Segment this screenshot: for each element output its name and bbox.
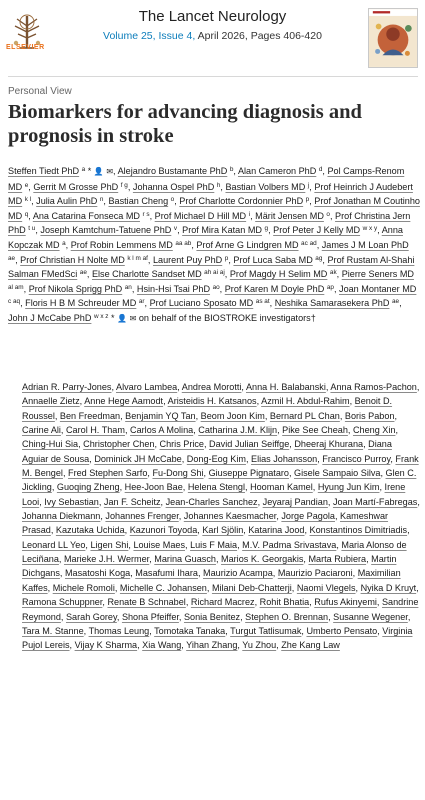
author-item[interactable] bbox=[153, 255, 228, 265]
investigator-name[interactable]: Ivy Sebastian bbox=[44, 496, 99, 507]
person-icon[interactable]: 👤 bbox=[117, 313, 128, 323]
investigator-name[interactable]: Marieke J.H. Wermer bbox=[63, 554, 150, 565]
author-name[interactable]: Julia Aulin PhD bbox=[36, 196, 98, 207]
author-item[interactable] bbox=[196, 240, 316, 250]
author-name[interactable]: Prof Mira Katan MD bbox=[182, 225, 262, 236]
investigator-name[interactable]: Fu-Dong Shi bbox=[152, 468, 204, 479]
corresponding-marker: * bbox=[111, 312, 115, 323]
affiliation-marker[interactable]: r s bbox=[142, 210, 150, 218]
author-name[interactable]: Märit Jensen MD bbox=[255, 210, 324, 221]
affiliation-marker[interactable]: q bbox=[24, 210, 29, 218]
author-item[interactable] bbox=[182, 225, 268, 235]
author-item[interactable] bbox=[8, 166, 113, 176]
investigator-name[interactable]: Anna Ramos-Pachon bbox=[330, 382, 417, 392]
investigator-name[interactable]: Maurizio Paciaroni bbox=[277, 568, 353, 579]
investigator-name[interactable]: Ramona Schuppner bbox=[22, 597, 103, 608]
investigator-name[interactable]: Leonard LL Yeo bbox=[22, 539, 86, 550]
author-name[interactable]: Hsin-Hsi Tsai PhD bbox=[136, 283, 211, 294]
investigator-name[interactable]: Naomi Vlegels bbox=[296, 582, 356, 593]
investigator-name[interactable]: Glen C. Jickling bbox=[22, 468, 417, 493]
author-item[interactable] bbox=[273, 225, 377, 235]
investigator-name[interactable]: Masafumi Ihara bbox=[135, 568, 198, 579]
investigator-name[interactable]: Elias Johansson bbox=[251, 453, 318, 464]
investigator-name[interactable]: Guoqing Zheng bbox=[56, 482, 120, 493]
investigator-name[interactable]: Richard Macrez bbox=[190, 597, 255, 608]
investigator-name[interactable]: Thomas Leung bbox=[88, 625, 150, 636]
author-item[interactable] bbox=[255, 211, 330, 221]
investigator-name[interactable]: Maria Alonso de Leciñana bbox=[22, 539, 407, 565]
issue-citation bbox=[0, 30, 425, 42]
investigator-name[interactable]: Hee-Joon Bae bbox=[124, 482, 183, 493]
author-item[interactable] bbox=[233, 255, 322, 265]
investigator-name[interactable]: Marina Guasch bbox=[154, 554, 216, 565]
investigator-name[interactable]: Dheeraj Khurana bbox=[294, 439, 364, 450]
author-name[interactable]: Prof Christina Jern PhD bbox=[8, 210, 411, 236]
author-item[interactable] bbox=[179, 196, 309, 206]
investigator-name[interactable]: Masatoshi Koga bbox=[64, 568, 131, 579]
affiliation-marker[interactable]: a bbox=[81, 166, 86, 173]
person-icon[interactable]: 👤 bbox=[93, 167, 104, 176]
author-name[interactable]: Prof Nikola Sprigg PhD bbox=[28, 283, 123, 294]
investigator-name[interactable]: Zhe Kang Law bbox=[281, 640, 340, 651]
affiliation-marker[interactable]: e bbox=[24, 181, 29, 189]
investigator-name[interactable]: Yihan Zhang bbox=[186, 640, 238, 651]
investigator-name[interactable]: Ligen Shi bbox=[90, 539, 129, 550]
affiliation-marker[interactable]: ae bbox=[8, 254, 16, 262]
author-name[interactable]: Prof Jonathan M Coutinho MD bbox=[8, 196, 420, 221]
investigator-name[interactable]: Johanna Diekmann bbox=[22, 511, 101, 522]
affiliation-marker[interactable]: v bbox=[173, 225, 178, 233]
investigator-name[interactable]: Irene Looi bbox=[22, 482, 406, 507]
author-name[interactable]: Prof Heinrich J Audebert MD bbox=[8, 181, 413, 207]
author-item[interactable] bbox=[29, 284, 132, 294]
article-type: Personal View bbox=[8, 86, 72, 97]
author-item[interactable] bbox=[225, 182, 309, 192]
investigator-name[interactable]: Katarina Jood bbox=[248, 525, 305, 536]
investigator-name[interactable]: Umberto Pensato bbox=[306, 625, 378, 636]
affiliation-marker[interactable]: b bbox=[229, 166, 234, 173]
affiliation-marker[interactable]: ac ad bbox=[301, 239, 317, 247]
author-item[interactable] bbox=[275, 298, 399, 308]
affiliation-marker[interactable]: n bbox=[99, 196, 104, 204]
investigator-name[interactable]: Susanne Wegener bbox=[333, 611, 408, 622]
investigator-name[interactable]: Konstantinos Dimitriadis bbox=[309, 525, 408, 536]
investigator-list: Adrian R. Parry-Jones, Alvaro Lambea, Andrea Morotti, Anna H. Balabanski, Anna Ramos-Pachon, Annaelle Zietz, Anne Hege Aamodt, Aristeidis H. Katsanos, Azmil H. Abdul-Rahim, Benoit D. Roussel, Ben Freedman, Benjamin YQ Tan, Beom Joon Kim, Bernard PL Chan, Boris Pabon, Carine Ali, Carol H. Tham, Carlos A Molina, Catharina J.M. Klijn, Pike See Cheah, Cheng Xin, Ching-Hui Sia, Christopher Chen, Chris Price, David Julian Seiffge, Dheeraj Khurana, Diana Aguiar de Sousa, Dominick JH McCabe, Dong-Eog Kim, Elias Johansson, Francisco Purroy, Frank M. Bengel, Fred Stephen Sarfo, Fu-Dong Shi, Giuseppe Pignataro, Gisele Sampaio Silva, Glen C. Jickling, Guoqing Zheng, Hee-Joon Bae, Helena Stengl, Hooman Kamel, Hyung Jun Kim, Irene Looi, Ivy Sebastian, Jan F. Scheitz, Jean-Charles Sanchez, Jeyaraj Pandian, Joan Martí-Fabregas, Johanna Diekmann, Johannes Frenger, Johannes Kaesmacher, Jorge Pagola, Kameshwar Prasad, Kazutaka Uchida, Kazunori Toyoda, Karl Sjölin, Katarina Jood, Konstantinos Dimitriadis, Leonard LL Yeo, Ligen Shi, Louise Maes, Luis F Maia, M.V. Padma Srivastava, Maria Alonso de Leciñana, Marieke J.H. Wermer, Marina Guasch, Marios K. Georgakis, Marta Rubiera, Martin Dichgans, Masatoshi Koga, Masafumi Ihara, Maurizio Acampa, Maurizio Paciaroni, Maximilian Kaffes, Michele Romoli, Michelle C. Johansen, Milani Deb-Chatterji, Naomi Vlegels, Nyika D Kruyt, Ramona Schuppner, Renate B Schnabel, Richard Macrez, Rohit Bhatia, Rufus Akinyemi, Sandrine Reymond, Sarah Gorey, Shona Pfeiffer, Sonia Benitez, Stephen O. Brennan, Susanne Wegener, Tara M. Stanne, Thomas Leung, Tomotaka Tanaka, Turgut Tatlisumak, Umberto Pensato, Virginia Pujol Lereis, Vijay K Sharma, Xia Wang, Yihan Zhang, Yu Zhou, Zhe Kang Law bbox=[22, 382, 420, 651]
investigator-name[interactable]: Marta Rubiera bbox=[308, 554, 367, 565]
investigator-name[interactable]: Maurizio Acampa bbox=[203, 568, 273, 579]
author-name[interactable]: Prof Karen M Doyle PhD bbox=[224, 283, 325, 294]
author-item[interactable] bbox=[71, 240, 192, 250]
investigator-name[interactable]: Anna H. Balabanski bbox=[245, 382, 326, 392]
investigator-name[interactable]: Marios K. Georgakis bbox=[221, 554, 304, 565]
affiliation-marker[interactable]: k l bbox=[24, 196, 32, 204]
affiliation-marker[interactable]: p bbox=[224, 254, 229, 262]
affiliation-marker[interactable]: f g bbox=[120, 181, 128, 189]
date-pages: April 2026, Pages 406-420 bbox=[195, 30, 322, 42]
author-name[interactable]: Joseph Kamtchum-Tatuene PhD bbox=[40, 225, 172, 236]
investigator-name[interactable]: Vijay K Sharma bbox=[74, 640, 138, 651]
investigator-name[interactable]: Tomotaka Tanaka bbox=[154, 625, 226, 636]
investigator-name[interactable]: Michelle C. Johansen bbox=[119, 582, 207, 593]
author-name[interactable]: Bastian Cheng bbox=[108, 196, 169, 207]
author-item[interactable] bbox=[8, 313, 136, 323]
group-author-note: on behalf of the BIOSTROKE investigators† bbox=[138, 312, 316, 323]
investigator-name[interactable]: Milani Deb-Chatterji bbox=[211, 582, 292, 593]
investigator-name[interactable]: Hyung Jun Kim bbox=[317, 482, 380, 493]
investigator-name[interactable]: Jorge Pagola bbox=[281, 511, 335, 522]
investigator-name[interactable]: Johannes Kaesmacher bbox=[183, 511, 277, 522]
investigator-name[interactable]: Johannes Frenger bbox=[105, 511, 179, 522]
affiliation-marker[interactable]: as at bbox=[255, 298, 270, 306]
investigator-name[interactable]: Kazunori Toyoda bbox=[129, 525, 198, 536]
affiliation-marker[interactable]: o bbox=[170, 196, 175, 204]
affiliation-marker[interactable]: a bbox=[62, 239, 66, 247]
author-name[interactable]: Laurent Puy PhD bbox=[152, 254, 223, 265]
investigator-name[interactable]: Jan F. Scheitz bbox=[103, 496, 161, 507]
investigator-name[interactable]: Cheng Xin bbox=[352, 425, 396, 436]
author-item[interactable] bbox=[25, 298, 144, 308]
investigator-name[interactable]: Rohit Bhatia bbox=[259, 597, 310, 608]
investigator-name[interactable]: Dominick JH McCabe bbox=[94, 453, 182, 464]
author-name[interactable]: Floris H B M Schreuder MD bbox=[25, 298, 137, 309]
affiliation-marker[interactable]: ae bbox=[391, 298, 400, 306]
author-item[interactable] bbox=[137, 284, 220, 294]
journal-header bbox=[0, 0, 425, 68]
investigator-name[interactable]: Shona Pfeiffer bbox=[121, 611, 179, 622]
investigator-name[interactable]: Kameshwar Prasad bbox=[22, 511, 389, 536]
author-item[interactable] bbox=[33, 182, 128, 192]
investigator-name[interactable]: Sarah Gorey bbox=[65, 611, 117, 622]
author-name[interactable]: Bastian Volbers MD bbox=[225, 181, 306, 192]
investigator-name[interactable]: Anne Hege Aamodt bbox=[84, 396, 164, 407]
investigator-name[interactable]: Tara M. Stanne bbox=[22, 625, 84, 636]
author-name[interactable]: Prof Charlotte Cordonnier PhD bbox=[179, 196, 304, 207]
volume-issue-link[interactable]: Volume 25, Issue 4, bbox=[103, 30, 196, 42]
author-name[interactable]: Prof Christian H Nolte MD bbox=[20, 254, 125, 265]
author-item[interactable] bbox=[225, 284, 334, 294]
author-name[interactable]: James J M Loan PhD bbox=[321, 239, 409, 250]
author-item[interactable] bbox=[36, 196, 103, 206]
author-item[interactable] bbox=[133, 182, 221, 192]
investigator-name[interactable]: Luis F Maia bbox=[190, 539, 238, 550]
envelope-icon[interactable]: ✉ bbox=[106, 167, 114, 176]
investigator-name[interactable]: Rufus Akinyemi bbox=[314, 597, 377, 608]
investigator-name[interactable]: Jeyaraj Pandian bbox=[262, 496, 328, 507]
affiliation-marker[interactable]: ak bbox=[329, 269, 337, 277]
investigator-name[interactable]: Giuseppe Pignataro bbox=[208, 468, 289, 479]
affiliation-marker[interactable]: k l m af bbox=[127, 254, 148, 262]
investigator-name[interactable]: M.V. Padma Srivastava bbox=[242, 539, 337, 550]
author-name[interactable]: Prof Michael D Hill MD bbox=[154, 210, 247, 221]
affiliation-marker[interactable]: w x z bbox=[93, 312, 109, 320]
investigator-name[interactable]: Christopher Chen bbox=[83, 439, 155, 450]
author-item[interactable] bbox=[108, 196, 174, 206]
investigator-name[interactable]: Sonia Benitez bbox=[183, 611, 241, 622]
investigator-name[interactable]: Carol H. Tham bbox=[65, 425, 125, 436]
elsevier-wordmark: ELSEVIER bbox=[6, 44, 45, 51]
investigator-name[interactable]: Gisele Sampaio Silva bbox=[294, 468, 381, 479]
author-item[interactable] bbox=[40, 225, 177, 235]
author-name[interactable]: Anna Kopczak MD bbox=[8, 225, 403, 250]
author-item[interactable] bbox=[155, 211, 250, 221]
investigator-name[interactable]: Fred Stephen Sarfo bbox=[68, 468, 148, 479]
investigator-name[interactable]: Hooman Kamel bbox=[250, 482, 313, 493]
affiliation-marker[interactable]: ag bbox=[315, 254, 323, 262]
affiliation-marker[interactable]: an bbox=[124, 283, 132, 291]
affiliation-marker[interactable]: al am bbox=[8, 283, 24, 291]
author-list: Steffen Tiedt PhD $^a$ * 👤 ✉, Alejandro Bustamante PhD $^b$, Alan Cameron PhD $^d$, Pol Camps-Renom MD $^e$, Gerrit M Grosse PhD $^{f g}$, Johanna Ospel PhD $^h$, Bastian Volbers MD $^j$, Prof Heinrich J Audebert MD $^{k l}$, Julia Aulin PhD $^n$, Bastian Cheng $^o$, Prof Charlotte Cordonnier PhD $^p$, Prof Jonathan M Coutinho MD $^q$, Ana Catarina Fonseca MD $^{r s}$, Prof Michael D Hill MD $^i$, Märit Jensen MD $^o$, Prof Christina Jern PhD $^{t u}$, Joseph Kamtchum-Tatuene PhD $^v$, Prof Mira Katan MD $^g$, Prof Peter J Kelly MD $^{w x y}$, Anna Kopczak MD $^a$, Prof Robin Lemmens MD $^{aa ab}$, Prof Arne G Lindgren MD $^{ac ad}$, James J M Loan PhD $^{ae}$, Prof Christian H Nolte MD $^{k l m af}$, Laurent Puy PhD $^p$, Prof Luca Saba MD $^{ag}$, Prof Rustam Al-Shahi Salman FMedSci $^{ae}$, Else Charlotte Sandset MD $^{ah ai aj}$, Prof Magdy H Selim MD $^{ak}$, Pierre Seners MD $^{al am}$, Prof Nikola Sprigg PhD $^{an}$, Hsin-Hsi Tsai PhD $^{ao}$, Prof Karen M Doyle PhD $^{ap}$, Joan Montaner MD $^{c aq}$, Floris H B M Schreuder MD $^{ar}$, Prof Luciano Sposato MD $^{as at}$, Neshika Samarasekera PhD $^{ae}$, John J McCabe PhD $^{w x z}$ * 👤 ✉ on behalf of the BIOSTROKE investigators† bbox=[8, 166, 420, 323]
investigator-name[interactable]: Virginia Pujol Lereis bbox=[22, 625, 413, 651]
investigator-name[interactable]: Francisco Purroy bbox=[322, 453, 391, 464]
author-name[interactable]: Pierre Seners MD bbox=[341, 269, 414, 280]
affiliation-marker[interactable]: w x y bbox=[362, 225, 378, 233]
investigator-name[interactable]: Dong-Eog Kim bbox=[186, 453, 246, 464]
author-item[interactable] bbox=[20, 255, 148, 265]
investigator-name[interactable]: Benjamin YQ Tan bbox=[125, 410, 196, 421]
investigator-name[interactable]: Carine Ali bbox=[22, 425, 61, 436]
author-name[interactable]: Prof Magdy H Selim MD bbox=[229, 269, 328, 280]
author-name[interactable]: Prof Peter J Kelly MD bbox=[273, 225, 361, 236]
affiliation-marker[interactable]: ah ai aj bbox=[204, 269, 225, 277]
investigator-name[interactable]: Yu Zhou bbox=[242, 640, 277, 651]
investigator-name[interactable]: Chris Price bbox=[159, 439, 204, 450]
investigator-name[interactable]: Ben Freedman bbox=[59, 410, 121, 421]
investigator-name[interactable]: Ching-Hui Sia bbox=[22, 439, 79, 450]
author-name[interactable]: Pol Camps-Renom MD bbox=[8, 166, 405, 192]
author-name[interactable]: Else Charlotte Sandset MD bbox=[91, 269, 202, 280]
investigator-name[interactable]: Frank M. Bengel bbox=[22, 453, 419, 479]
author-name[interactable]: Steffen Tiedt PhD bbox=[8, 166, 80, 176]
author-name[interactable]: Alan Cameron PhD bbox=[237, 166, 317, 176]
author-item[interactable] bbox=[238, 166, 322, 176]
investigator-name[interactable]: Renate B Schnabel bbox=[107, 597, 186, 608]
author-item[interactable] bbox=[150, 298, 270, 308]
affiliation-marker[interactable]: ae bbox=[79, 269, 87, 277]
affiliation-marker[interactable]: j bbox=[307, 181, 310, 189]
author-name[interactable]: Joan Montaner MD bbox=[339, 283, 417, 294]
investigator-name[interactable]: Joan Martí-Fabregas bbox=[332, 496, 418, 507]
investigator-name[interactable]: Andrea Morotti bbox=[181, 382, 242, 392]
affiliation-marker[interactable]: ap bbox=[326, 283, 334, 291]
investigator-name[interactable]: Catharina J.M. Klijn bbox=[198, 425, 278, 436]
investigator-name[interactable]: Xia Wang bbox=[142, 640, 182, 651]
affiliation-marker[interactable]: i bbox=[248, 210, 251, 218]
investigator-name[interactable]: Benoit D. Roussel bbox=[22, 396, 393, 421]
investigator-name[interactable]: Louise Maes bbox=[133, 539, 185, 550]
investigator-name[interactable]: Pike See Cheah bbox=[282, 425, 348, 436]
author-name[interactable]: Prof Rustam Al-Shahi Salman FMedSci bbox=[8, 254, 415, 280]
investigator-name[interactable]: Beom Joon Kim bbox=[200, 410, 265, 421]
author-name[interactable]: Prof Luca Saba MD bbox=[233, 254, 313, 265]
investigator-name[interactable]: Turgut Tatlisumak bbox=[230, 625, 302, 636]
investigator-name[interactable]: David Julian Seiffge bbox=[209, 439, 290, 450]
investigator-name[interactable]: Aristeidis H. Katsanos bbox=[167, 396, 257, 407]
investigator-name[interactable]: Maximilian Kaffes bbox=[22, 568, 401, 593]
investigator-name[interactable]: Bernard PL Chan bbox=[269, 410, 340, 421]
author-item[interactable] bbox=[118, 166, 234, 176]
author-name[interactable]: Prof Luciano Sposato MD bbox=[149, 298, 254, 309]
affiliation-marker[interactable]: ar bbox=[138, 298, 145, 306]
investigator-name[interactable]: Karl Sjölin bbox=[202, 525, 244, 536]
investigator-name[interactable]: Nyika D Kruyt bbox=[360, 582, 417, 593]
author-item[interactable] bbox=[33, 211, 150, 221]
affiliation-marker[interactable]: h bbox=[216, 181, 221, 189]
affiliation-marker[interactable]: d bbox=[318, 166, 323, 173]
author-name[interactable]: Gerrit M Grosse PhD bbox=[33, 181, 119, 192]
investigator-name[interactable]: Azmil H. Abdul-Rahim bbox=[261, 396, 350, 407]
investigator-name[interactable]: Alvaro Lambea bbox=[116, 382, 178, 392]
author-name[interactable]: Alejandro Bustamante PhD bbox=[117, 166, 228, 176]
author-name[interactable]: Neshika Samarasekera PhD bbox=[274, 298, 390, 309]
author-name[interactable]: Ana Catarina Fonseca MD bbox=[32, 210, 140, 221]
author-item[interactable] bbox=[230, 269, 337, 279]
investigator-name[interactable]: Martin Dichgans bbox=[22, 554, 397, 579]
affiliation-marker[interactable]: t u bbox=[28, 225, 36, 233]
author-item[interactable] bbox=[92, 269, 225, 279]
investigator-name[interactable]: Helena Stengl bbox=[187, 482, 245, 493]
affiliation-marker[interactable]: o bbox=[326, 210, 330, 218]
investigator-name[interactable]: Sandrine Reymond bbox=[22, 597, 419, 622]
author-name[interactable]: Prof Arne G Lindgren MD bbox=[196, 239, 299, 250]
investigator-name[interactable]: Carlos A Molina bbox=[130, 425, 194, 436]
investigator-name[interactable]: Stephen O. Brennan bbox=[245, 611, 329, 622]
investigator-name[interactable]: Michele Romoli bbox=[52, 582, 115, 593]
journal-cover-thumbnail[interactable] bbox=[368, 8, 418, 68]
header-divider bbox=[8, 76, 418, 77]
corresponding-marker: * bbox=[87, 166, 92, 176]
affiliation-marker[interactable]: g bbox=[264, 225, 269, 233]
journal-title[interactable]: The Lancet Neurology bbox=[138, 8, 287, 25]
investigator-name[interactable]: Adrian R. Parry-Jones bbox=[22, 382, 112, 392]
investigator-name[interactable]: Kazutaka Uchida bbox=[55, 525, 125, 536]
investigator-name[interactable]: Diana Aguiar de Sousa bbox=[22, 439, 392, 464]
investigator-name[interactable]: Boris Pabon bbox=[344, 410, 395, 421]
author-name[interactable]: Johanna Ospel PhD bbox=[132, 181, 215, 192]
author-name[interactable]: Prof Robin Lemmens MD bbox=[70, 239, 173, 250]
article-title: Biomarkers for advancing diagnosis and prognosis in stroke bbox=[8, 101, 362, 147]
affiliation-marker[interactable]: p bbox=[305, 196, 310, 204]
envelope-icon[interactable]: ✉ bbox=[129, 313, 137, 323]
affiliation-marker[interactable]: ao bbox=[212, 283, 220, 291]
investigator-name[interactable]: Annaelle Zietz bbox=[22, 396, 80, 407]
author-name[interactable]: John J McCabe PhD bbox=[8, 312, 92, 323]
investigator-name[interactable]: Jean-Charles Sanchez bbox=[165, 496, 258, 507]
affiliation-marker[interactable]: aa ab bbox=[175, 239, 192, 247]
affiliation-marker[interactable]: c aq bbox=[8, 298, 21, 306]
